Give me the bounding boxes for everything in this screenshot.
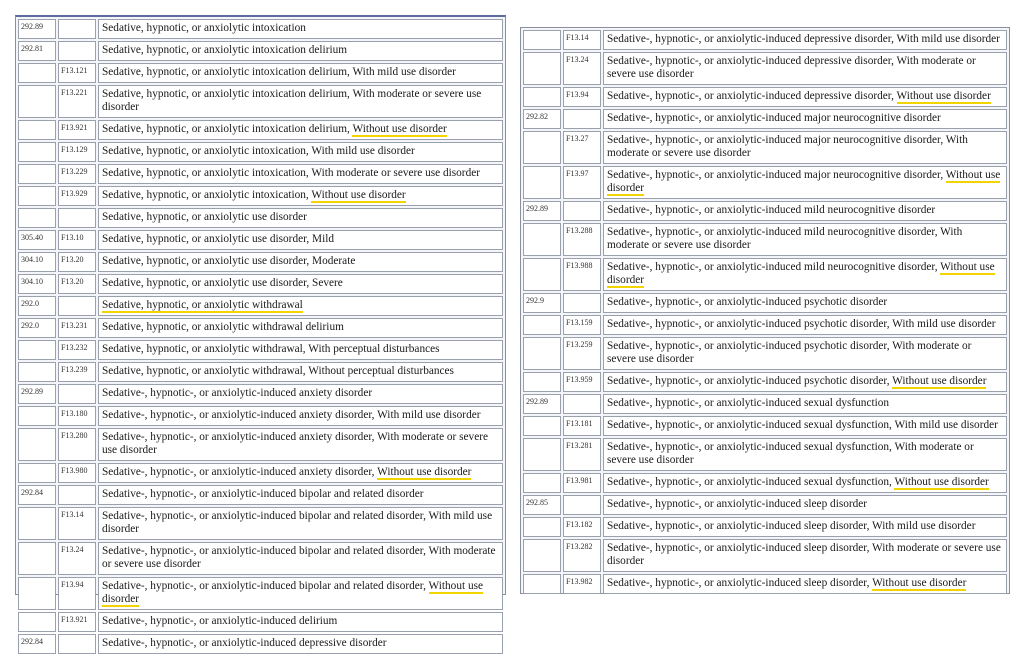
description-cell bbox=[98, 208, 503, 228]
icd9-code-cell bbox=[18, 340, 56, 360]
icd10-code-cell bbox=[58, 634, 96, 654]
table-row bbox=[18, 208, 503, 228]
table-row bbox=[523, 201, 1007, 221]
description-cell bbox=[98, 485, 503, 505]
description-text: Sedative, hypnotic, or anxiolytic withdrawal, Without perceptual disturbances bbox=[102, 365, 454, 377]
icd9-code-cell bbox=[523, 337, 561, 370]
description-cell bbox=[98, 612, 503, 632]
icd10-code-cell bbox=[563, 293, 601, 313]
icd9-code-cell: 292.0 bbox=[18, 318, 56, 338]
table-row bbox=[18, 230, 503, 250]
table-row bbox=[18, 142, 503, 162]
description-cell bbox=[98, 362, 503, 382]
highlighted-text: Without use disorder bbox=[377, 466, 472, 478]
left-code-table-panel bbox=[15, 15, 506, 649]
icd9-code-cell bbox=[523, 372, 561, 392]
description-cell bbox=[603, 337, 1007, 370]
left-code-table bbox=[16, 17, 505, 656]
icd9-code-cell bbox=[18, 542, 56, 575]
description-text: Sedative-, hypnotic-, or anxiolytic-induced anxiety disorder, With mild use disorder bbox=[102, 409, 481, 421]
description-text: Sedative, hypnotic, or anxiolytic intoxication delirium, With moderate or severe use disorder bbox=[102, 88, 482, 113]
description-cell bbox=[603, 223, 1007, 256]
table-row bbox=[18, 252, 503, 272]
table-row bbox=[523, 416, 1007, 436]
table-row bbox=[523, 495, 1007, 515]
icd10-code-cell: F13.221 bbox=[58, 85, 96, 118]
description-text: Sedative-, hypnotic-, or anxiolytic-induced psychotic disorder, With mild use disorder bbox=[607, 318, 996, 330]
table-row bbox=[18, 542, 503, 575]
table-row bbox=[523, 473, 1007, 493]
description-text: Sedative-, hypnotic-, or anxiolytic-induced depressive disorder, With moderate or severe use disorder bbox=[607, 55, 976, 80]
description-text: Sedative-, hypnotic-, or anxiolytic-induced anxiety disorder, bbox=[102, 466, 378, 478]
description-cell bbox=[603, 109, 1007, 129]
icd9-code-cell bbox=[523, 87, 561, 107]
table-row bbox=[523, 166, 1007, 199]
description-text: Sedative-, hypnotic-, or anxiolytic-induced sleep disorder, With mild use disorder bbox=[607, 520, 976, 532]
description-cell bbox=[98, 406, 503, 426]
table-row bbox=[18, 63, 503, 83]
description-text: Sedative, hypnotic, or anxiolytic use disorder, Severe bbox=[102, 277, 343, 289]
icd9-code-cell: 304.10 bbox=[18, 274, 56, 294]
icd9-code-cell bbox=[18, 85, 56, 118]
description-cell bbox=[98, 252, 503, 272]
icd10-code-cell: F13.182 bbox=[563, 517, 601, 537]
description-text: Sedative, hypnotic, or anxiolytic withdrawal, With perceptual disturbances bbox=[102, 343, 440, 355]
icd10-code-cell: F13.10 bbox=[58, 230, 96, 250]
table-row bbox=[18, 577, 503, 610]
table-row bbox=[523, 109, 1007, 129]
description-text: Sedative, hypnotic, or anxiolytic withdrawal delirium bbox=[102, 321, 344, 333]
table-row bbox=[523, 337, 1007, 370]
description-cell bbox=[603, 293, 1007, 313]
description-text: Sedative-, hypnotic-, or anxiolytic-induced bipolar and related disorder, With mild use disorder bbox=[102, 510, 493, 535]
icd9-code-cell bbox=[523, 473, 561, 493]
icd9-code-cell bbox=[523, 30, 561, 50]
description-cell bbox=[603, 495, 1007, 515]
table-row bbox=[523, 372, 1007, 392]
description-text: Sedative-, hypnotic-, or anxiolytic-induced psychotic disorder, With moderate or severe use disorder bbox=[607, 340, 972, 365]
icd10-code-cell: F13.259 bbox=[563, 337, 601, 370]
description-text: Sedative-, hypnotic-, or anxiolytic-induced depressive disorder, bbox=[607, 90, 897, 102]
icd9-code-cell bbox=[523, 166, 561, 199]
description-text: Sedative-, hypnotic-, or anxiolytic-induced mild neurocognitive disorder bbox=[607, 204, 936, 216]
table-row bbox=[18, 634, 503, 654]
table-row bbox=[18, 318, 503, 338]
highlighted-text: Without use disorder bbox=[352, 123, 447, 135]
icd9-code-cell bbox=[18, 362, 56, 382]
icd10-code-cell: F13.239 bbox=[58, 362, 96, 382]
icd10-code-cell: F13.281 bbox=[563, 438, 601, 471]
icd10-code-cell: F13.921 bbox=[58, 612, 96, 632]
description-cell bbox=[603, 166, 1007, 199]
description-text: Sedative, hypnotic, or anxiolytic use disorder, Mild bbox=[102, 233, 335, 245]
description-cell bbox=[98, 318, 503, 338]
description-cell bbox=[98, 164, 503, 184]
icd10-code-cell: F13.288 bbox=[563, 223, 601, 256]
table-row bbox=[523, 223, 1007, 256]
description-text: Sedative-, hypnotic-, or anxiolytic-induced sexual dysfunction, With moderate or severe use disorder bbox=[607, 441, 974, 466]
icd10-code-cell: F13.921 bbox=[58, 120, 96, 140]
icd10-code-cell: F13.159 bbox=[563, 315, 601, 335]
description-cell bbox=[603, 131, 1007, 164]
icd10-code-cell: F13.27 bbox=[563, 131, 601, 164]
description-text: Sedative-, hypnotic-, or anxiolytic-induced sexual dysfunction, bbox=[607, 476, 895, 488]
icd9-code-cell bbox=[18, 463, 56, 483]
highlighted-text: Sedative, hypnotic, or anxiolytic withdrawal bbox=[102, 299, 303, 311]
table-row bbox=[523, 131, 1007, 164]
description-cell bbox=[603, 539, 1007, 572]
right-code-table bbox=[521, 28, 1009, 596]
highlighted-text: Without use disorder bbox=[872, 577, 967, 589]
icd10-code-cell bbox=[563, 201, 601, 221]
table-row bbox=[18, 384, 503, 404]
right-table-body bbox=[523, 30, 1007, 594]
icd9-code-cell bbox=[18, 507, 56, 540]
description-cell bbox=[98, 41, 503, 61]
highlighted-text: Without use disorder bbox=[102, 580, 484, 605]
description-text: Sedative-, hypnotic-, or anxiolytic-induced anxiety disorder bbox=[102, 387, 373, 399]
icd9-code-cell bbox=[523, 52, 561, 85]
table-row bbox=[523, 574, 1007, 594]
description-cell bbox=[603, 315, 1007, 335]
highlighted-text: Without use disorder bbox=[311, 189, 406, 201]
icd10-code-cell: F13.94 bbox=[58, 577, 96, 610]
description-text: Sedative-, hypnotic-, or anxiolytic-induced mild neurocognitive disorder, With moderate or severe use disorder bbox=[607, 226, 963, 251]
icd10-code-cell: F13.232 bbox=[58, 340, 96, 360]
description-cell bbox=[98, 230, 503, 250]
icd9-code-cell: 305.40 bbox=[18, 230, 56, 250]
icd9-code-cell bbox=[523, 223, 561, 256]
description-cell bbox=[603, 517, 1007, 537]
description-text: Sedative, hypnotic, or anxiolytic use disorder bbox=[102, 211, 307, 223]
icd9-code-cell bbox=[18, 208, 56, 228]
description-cell bbox=[98, 542, 503, 575]
description-text: Sedative, hypnotic, or anxiolytic intoxication bbox=[102, 22, 306, 34]
icd10-code-cell bbox=[58, 384, 96, 404]
icd9-code-cell bbox=[18, 164, 56, 184]
icd10-code-cell: F13.988 bbox=[563, 258, 601, 291]
description-text: Sedative-, hypnotic-, or anxiolytic-induced psychotic disorder bbox=[607, 296, 888, 308]
description-text: Sedative-, hypnotic-, or anxiolytic-induced delirium bbox=[102, 615, 338, 627]
highlighted-text: Without use disorder bbox=[894, 476, 989, 488]
highlighted-text: Without use disorder bbox=[892, 375, 987, 387]
description-cell bbox=[603, 372, 1007, 392]
highlighted-text: Without use disorder bbox=[896, 90, 991, 102]
icd9-code-cell: 292.89 bbox=[523, 201, 561, 221]
icd9-code-cell bbox=[523, 416, 561, 436]
icd9-code-cell bbox=[523, 574, 561, 594]
icd9-code-cell bbox=[18, 142, 56, 162]
table-row bbox=[18, 41, 503, 61]
table-row bbox=[523, 258, 1007, 291]
description-cell bbox=[98, 340, 503, 360]
description-cell bbox=[603, 52, 1007, 85]
table-row bbox=[18, 164, 503, 184]
icd10-code-cell bbox=[58, 19, 96, 39]
table-row bbox=[18, 274, 503, 294]
icd10-code-cell: F13.20 bbox=[58, 274, 96, 294]
icd9-code-cell: 292.84 bbox=[18, 634, 56, 654]
table-row bbox=[18, 428, 503, 461]
description-cell bbox=[98, 85, 503, 118]
description-text: Sedative-, hypnotic-, or anxiolytic-induced anxiety disorder, With moderate or severe use disorder bbox=[102, 431, 488, 456]
description-cell bbox=[603, 30, 1007, 50]
icd10-code-cell bbox=[563, 394, 601, 414]
icd9-code-cell: 292.89 bbox=[523, 394, 561, 414]
description-text: Sedative-, hypnotic-, or anxiolytic-induced sleep disorder, bbox=[607, 577, 873, 589]
icd10-code-cell: F13.980 bbox=[58, 463, 96, 483]
description-cell bbox=[603, 574, 1007, 594]
highlighted-text: Without use disorder bbox=[607, 261, 995, 286]
description-cell bbox=[603, 201, 1007, 221]
icd10-code-cell: F13.14 bbox=[58, 507, 96, 540]
description-cell bbox=[98, 63, 503, 83]
description-text: Sedative-, hypnotic-, or anxiolytic-induced depressive disorder bbox=[102, 637, 387, 649]
icd10-code-cell: F13.982 bbox=[563, 574, 601, 594]
description-cell bbox=[603, 473, 1007, 493]
description-text: Sedative-, hypnotic-, or anxiolytic-induced sexual dysfunction, With mild use disorder bbox=[607, 419, 998, 431]
table-row bbox=[523, 87, 1007, 107]
icd10-code-cell: F13.94 bbox=[563, 87, 601, 107]
description-text: Sedative-, hypnotic-, or anxiolytic-induced sexual dysfunction bbox=[607, 397, 890, 409]
icd10-code-cell bbox=[58, 208, 96, 228]
icd10-code-cell: F13.129 bbox=[58, 142, 96, 162]
icd9-code-cell bbox=[523, 438, 561, 471]
table-row bbox=[18, 406, 503, 426]
description-cell bbox=[603, 438, 1007, 471]
description-cell bbox=[603, 87, 1007, 107]
table-row bbox=[523, 394, 1007, 414]
table-row bbox=[523, 30, 1007, 50]
icd9-code-cell bbox=[18, 612, 56, 632]
right-code-table-panel bbox=[520, 27, 1010, 594]
description-text: Sedative, hypnotic, or anxiolytic intoxication delirium, With mild use disorder bbox=[102, 66, 456, 78]
icd9-code-cell bbox=[18, 577, 56, 610]
table-row bbox=[523, 315, 1007, 335]
icd9-code-cell: 292.84 bbox=[18, 485, 56, 505]
description-text: Sedative-, hypnotic-, or anxiolytic-induced bipolar and related disorder, bbox=[102, 580, 429, 592]
icd10-code-cell: F13.282 bbox=[563, 539, 601, 572]
icd9-code-cell bbox=[523, 315, 561, 335]
icd9-code-cell bbox=[523, 539, 561, 572]
icd9-code-cell: 292.82 bbox=[523, 109, 561, 129]
icd10-code-cell: F13.181 bbox=[563, 416, 601, 436]
description-text: Sedative, hypnotic, or anxiolytic use disorder, Moderate bbox=[102, 255, 356, 267]
table-row bbox=[523, 438, 1007, 471]
description-text: Sedative, hypnotic, or anxiolytic intoxication delirium bbox=[102, 44, 348, 56]
description-cell bbox=[98, 120, 503, 140]
description-text: Sedative-, hypnotic-, or anxiolytic-induced depressive disorder, With mild use disorder bbox=[607, 33, 1000, 45]
icd9-code-cell bbox=[523, 131, 561, 164]
table-row bbox=[18, 485, 503, 505]
icd9-code-cell: 292.9 bbox=[523, 293, 561, 313]
description-text: Sedative-, hypnotic-, or anxiolytic-induced psychotic disorder, bbox=[607, 375, 893, 387]
icd9-code-cell bbox=[18, 428, 56, 461]
icd9-code-cell bbox=[18, 63, 56, 83]
icd10-code-cell: F13.24 bbox=[563, 52, 601, 85]
icd10-code-cell bbox=[563, 495, 601, 515]
description-cell bbox=[603, 416, 1007, 436]
icd10-code-cell: F13.180 bbox=[58, 406, 96, 426]
icd10-code-cell bbox=[58, 41, 96, 61]
description-text: Sedative-, hypnotic-, or anxiolytic-induced major neurocognitive disorder, bbox=[607, 169, 946, 181]
icd9-code-cell: 304.10 bbox=[18, 252, 56, 272]
description-text: Sedative-, hypnotic-, or anxiolytic-induced major neurocognitive disorder bbox=[607, 112, 941, 124]
table-row bbox=[523, 539, 1007, 572]
icd9-code-cell: 292.0 bbox=[18, 296, 56, 316]
description-cell bbox=[98, 186, 503, 206]
table-row bbox=[18, 340, 503, 360]
icd9-code-cell bbox=[18, 120, 56, 140]
description-cell bbox=[603, 394, 1007, 414]
icd10-code-cell: F13.20 bbox=[58, 252, 96, 272]
description-cell bbox=[98, 296, 503, 316]
description-text: Sedative-, hypnotic-, or anxiolytic-induced major neurocognitive disorder, With moderate or severe use disorder bbox=[607, 134, 968, 159]
icd10-code-cell: F13.231 bbox=[58, 318, 96, 338]
description-cell bbox=[98, 634, 503, 654]
icd9-code-cell: 292.81 bbox=[18, 41, 56, 61]
icd9-code-cell bbox=[18, 406, 56, 426]
description-cell bbox=[98, 384, 503, 404]
icd9-code-cell: 292.89 bbox=[18, 384, 56, 404]
description-text: Sedative-, hypnotic-, or anxiolytic-induced mild neurocognitive disorder, bbox=[607, 261, 941, 273]
description-text: Sedative, hypnotic, or anxiolytic intoxication, With moderate or severe use disorder bbox=[102, 167, 480, 179]
icd10-code-cell bbox=[563, 109, 601, 129]
description-cell bbox=[603, 258, 1007, 291]
description-text: Sedative-, hypnotic-, or anxiolytic-induced bipolar and related disorder bbox=[102, 488, 424, 500]
description-text: Sedative-, hypnotic-, or anxiolytic-induced sleep disorder, With moderate or severe use disorder bbox=[607, 542, 1001, 567]
table-row bbox=[523, 293, 1007, 313]
icd10-code-cell bbox=[58, 485, 96, 505]
table-row bbox=[523, 52, 1007, 85]
table-row bbox=[18, 463, 503, 483]
description-cell bbox=[98, 274, 503, 294]
table-row bbox=[18, 507, 503, 540]
icd9-code-cell: 292.89 bbox=[18, 19, 56, 39]
description-text: Sedative-, hypnotic-, or anxiolytic-induced sleep disorder bbox=[607, 498, 868, 510]
highlighted-text: Without use disorder bbox=[607, 169, 1001, 194]
description-text: Sedative-, hypnotic-, or anxiolytic-induced bipolar and related disorder, With moderate or severe use disorder bbox=[102, 545, 496, 570]
icd10-code-cell: F13.981 bbox=[563, 473, 601, 493]
icd10-code-cell: F13.929 bbox=[58, 186, 96, 206]
icd10-code-cell: F13.24 bbox=[58, 542, 96, 575]
icd10-code-cell: F13.959 bbox=[563, 372, 601, 392]
icd10-code-cell: F13.97 bbox=[563, 166, 601, 199]
table-row bbox=[18, 85, 503, 118]
description-cell bbox=[98, 463, 503, 483]
icd10-code-cell: F13.229 bbox=[58, 164, 96, 184]
description-text: Sedative, hypnotic, or anxiolytic intoxication, With mild use disorder bbox=[102, 145, 415, 157]
description-cell bbox=[98, 507, 503, 540]
icd9-code-cell bbox=[18, 186, 56, 206]
icd9-code-cell bbox=[523, 517, 561, 537]
table-row bbox=[18, 186, 503, 206]
description-cell bbox=[98, 19, 503, 39]
table-row bbox=[18, 296, 503, 316]
icd9-code-cell bbox=[523, 258, 561, 291]
description-cell bbox=[98, 577, 503, 610]
icd10-code-cell: F13.14 bbox=[563, 30, 601, 50]
description-cell bbox=[98, 142, 503, 162]
table-row bbox=[18, 19, 503, 39]
icd10-code-cell: F13.280 bbox=[58, 428, 96, 461]
table-row bbox=[523, 517, 1007, 537]
icd10-code-cell: F13.121 bbox=[58, 63, 96, 83]
table-row bbox=[18, 362, 503, 382]
description-text: Sedative, hypnotic, or anxiolytic intoxication delirium, bbox=[102, 123, 353, 135]
icd9-code-cell: 292.85 bbox=[523, 495, 561, 515]
left-table-body bbox=[18, 19, 503, 654]
description-cell bbox=[98, 428, 503, 461]
table-row bbox=[18, 612, 503, 632]
description-text: Sedative, hypnotic, or anxiolytic intoxication, bbox=[102, 189, 312, 201]
icd10-code-cell bbox=[58, 296, 96, 316]
table-row bbox=[18, 120, 503, 140]
